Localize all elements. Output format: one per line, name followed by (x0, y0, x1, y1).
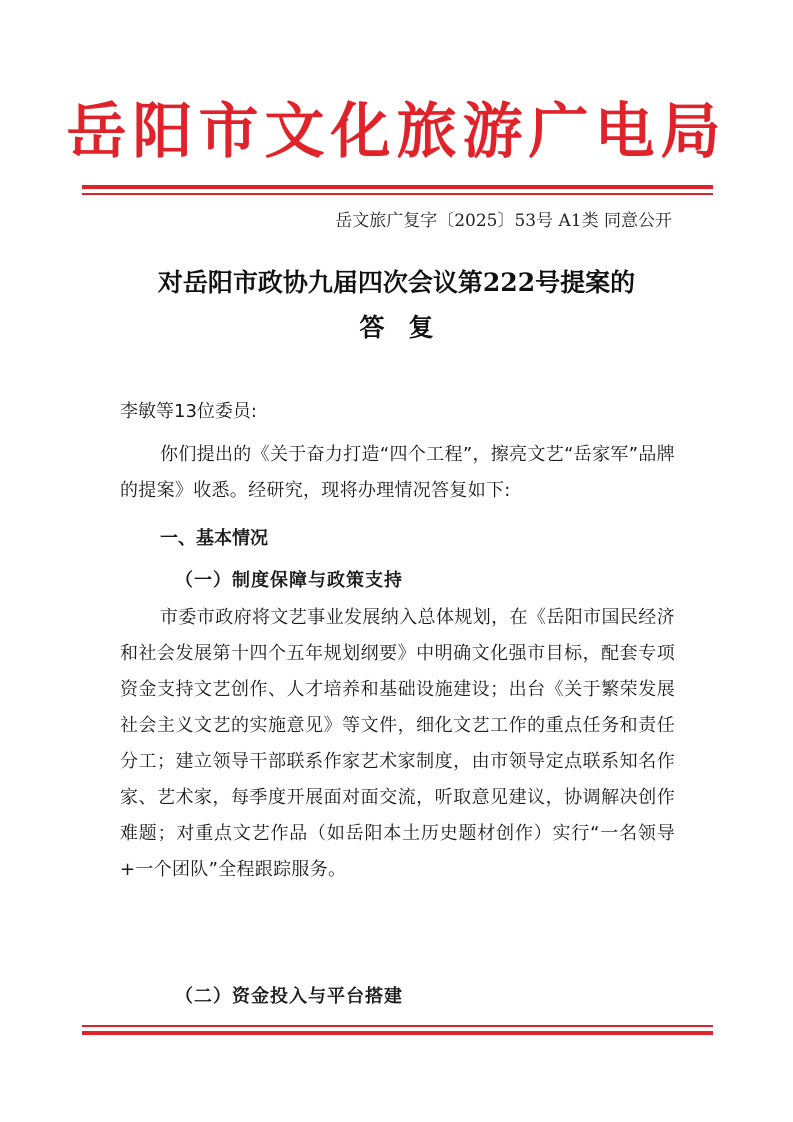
subsection-heading-funding-platforms: （二）资金投入与平台搭建 (175, 986, 403, 1007)
header-red-rule-thick (82, 185, 713, 189)
section-heading-basic-situation: 一、基本情况 (160, 528, 268, 549)
document-title-line2: 答复 (359, 313, 458, 342)
document-title-line1: 对岳阳市政协九届四次会议第222号提案的 (157, 268, 636, 297)
footer-red-rule-thin (82, 1025, 713, 1027)
header-red-rule-thin (82, 193, 713, 195)
document-number: 岳文旅广复字〔2025〕53号 A1类 同意公开 (335, 211, 672, 231)
letterhead-title: 岳阳市文化旅游广电局 (66, 97, 727, 167)
intro-paragraph: 你们提出的《关于奋力打造“四个工程”，擦亮文艺“岳家军”品牌的提案》收悉。经研究，现将办理情况答复如下: (120, 444, 675, 501)
salutation: 李敏等13位委员: (120, 401, 257, 422)
policy-support-paragraph: 市委市政府将文艺事业发展纳入总体规划，在《岳阳市国民经济和社会发展第十四个五年规划纲要》中明确文化强市目标，配套专项资金支持文艺创作、人才培养和基础设施建设；出台《关于繁荣发展社会主义文艺的实施意见》等文件，细化文艺工作的重点任务和责任分工；建立领导干部联系作家艺术家制度，由市领导定点联系知名作家、艺术家，每季度开展面对面交流，听取意见建议，协调解决创作难题；对重点文艺作品（如岳阳本土历史题材创作）实行“一名领导+一个团队”全程跟踪服务。 (120, 607, 675, 880)
subsection-heading-policy-support: （一）制度保障与政策支持 (175, 570, 403, 591)
footer-red-rule-thick (82, 1031, 713, 1035)
